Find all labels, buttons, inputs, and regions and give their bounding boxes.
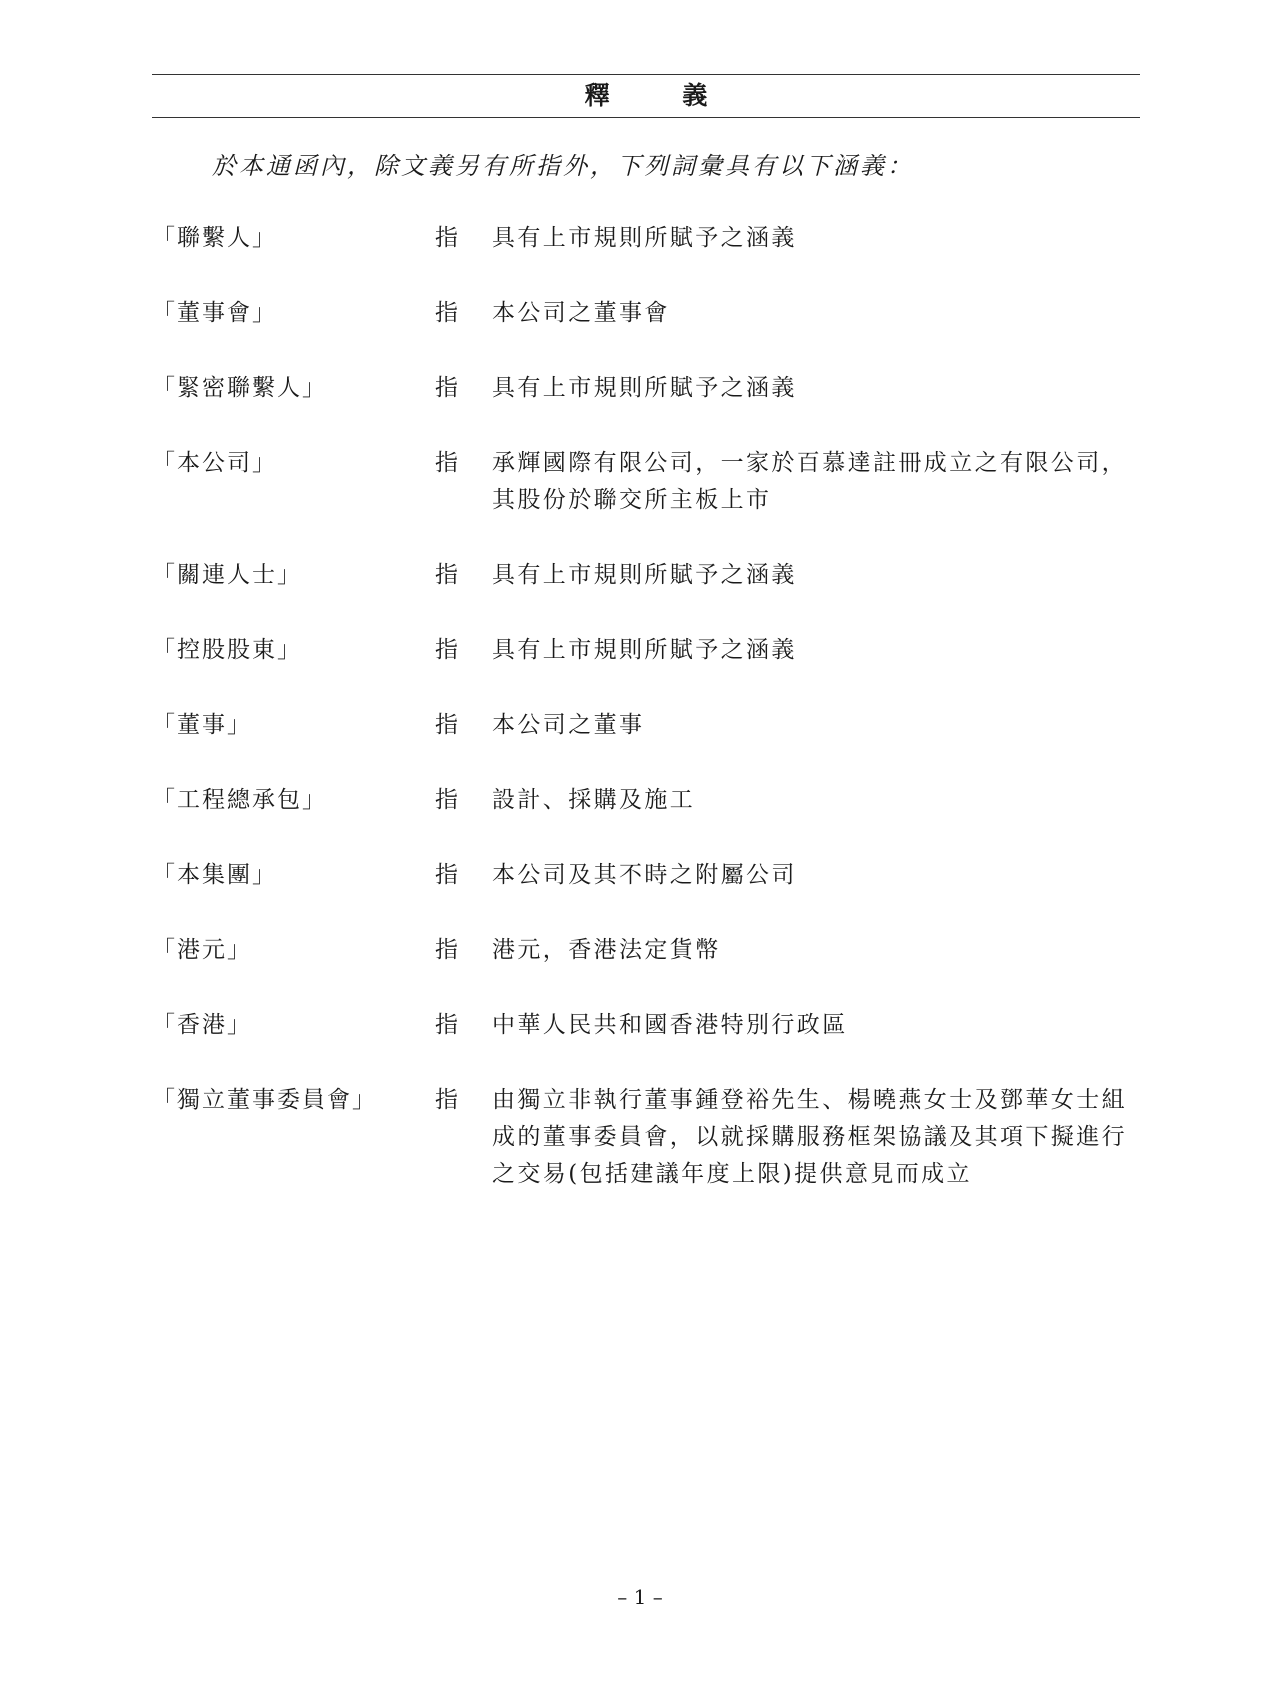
definition-term: 「聯繫人」 (152, 225, 277, 251)
definition-text: 具有上市規則所賦予之涵義 (492, 225, 797, 251)
definition-row (152, 782, 1142, 819)
header-bottom-rule (152, 117, 1140, 118)
definition-text: 設計、採購及施工 (492, 787, 696, 813)
definition-means: 指 (435, 787, 458, 813)
definition-row (152, 1082, 1142, 1193)
definition-term: 「關連人士」 (152, 562, 302, 588)
definition-row (152, 220, 1142, 257)
definition-means: 指 (435, 375, 458, 401)
page-title: 釋 義 (584, 81, 740, 110)
definition-term: 「董事」 (152, 712, 252, 738)
definition-text: 港元，香港法定貨幣 (492, 937, 721, 963)
definition-text: 具有上市規則所賦予之涵義 (492, 375, 797, 401)
definition-means: 指 (435, 637, 458, 663)
header-top-rule (152, 74, 1140, 75)
definition-means: 指 (435, 937, 458, 963)
definition-row (152, 932, 1142, 969)
definitions-list (152, 220, 1142, 1231)
definition-text: 具有上市規則所賦予之涵義 (492, 562, 797, 588)
definition-text: 本公司之董事 (492, 712, 645, 738)
definition-text: 由獨立非執行董事鍾登裕先生、楊曉燕女士及鄧華女士組成的董事委員會，以就採購服務框架協議及其項下擬進行之交易(包括建議年度上限)提供意見而成立 (492, 1087, 1127, 1187)
definition-term: 「獨立董事委員會」 (152, 1087, 377, 1113)
definition-row (152, 557, 1142, 594)
definition-term: 「港元」 (152, 937, 252, 963)
definition-text: 中華人民共和國香港特別行政區 (492, 1012, 848, 1038)
definition-row (152, 857, 1142, 894)
definition-row (152, 1007, 1142, 1044)
definition-term: 「緊密聯繫人」 (152, 375, 327, 401)
definition-term: 「工程總承包」 (152, 787, 327, 813)
intro-paragraph: 於本通函內，除文義另有所指外，下列詞彙具有以下涵義： (212, 152, 914, 180)
definition-row (152, 632, 1142, 669)
definition-text: 本公司之董事會 (492, 300, 670, 326)
definition-means: 指 (435, 712, 458, 738)
definition-means: 指 (435, 562, 458, 588)
definition-means: 指 (435, 1087, 458, 1113)
page-number: – 1 – (617, 1585, 663, 1609)
definition-means: 指 (435, 450, 458, 476)
definition-text: 具有上市規則所賦予之涵義 (492, 637, 797, 663)
definition-row (152, 445, 1142, 519)
definition-row (152, 707, 1142, 744)
definition-means: 指 (435, 862, 458, 888)
definition-means: 指 (435, 1012, 458, 1038)
definition-row (152, 370, 1142, 407)
definition-term: 「香港」 (152, 1012, 252, 1038)
definition-term: 「董事會」 (152, 300, 277, 326)
definition-term: 「控股股東」 (152, 637, 302, 663)
definition-term: 「本公司」 (152, 450, 277, 476)
definition-means: 指 (435, 300, 458, 326)
definition-row (152, 295, 1142, 332)
definition-means: 指 (435, 225, 458, 251)
definition-text: 本公司及其不時之附屬公司 (492, 862, 797, 888)
definition-text: 承輝國際有限公司，一家於百慕達註冊成立之有限公司，其股份於聯交所主板上市 (492, 450, 1127, 513)
definition-term: 「本集團」 (152, 862, 277, 888)
